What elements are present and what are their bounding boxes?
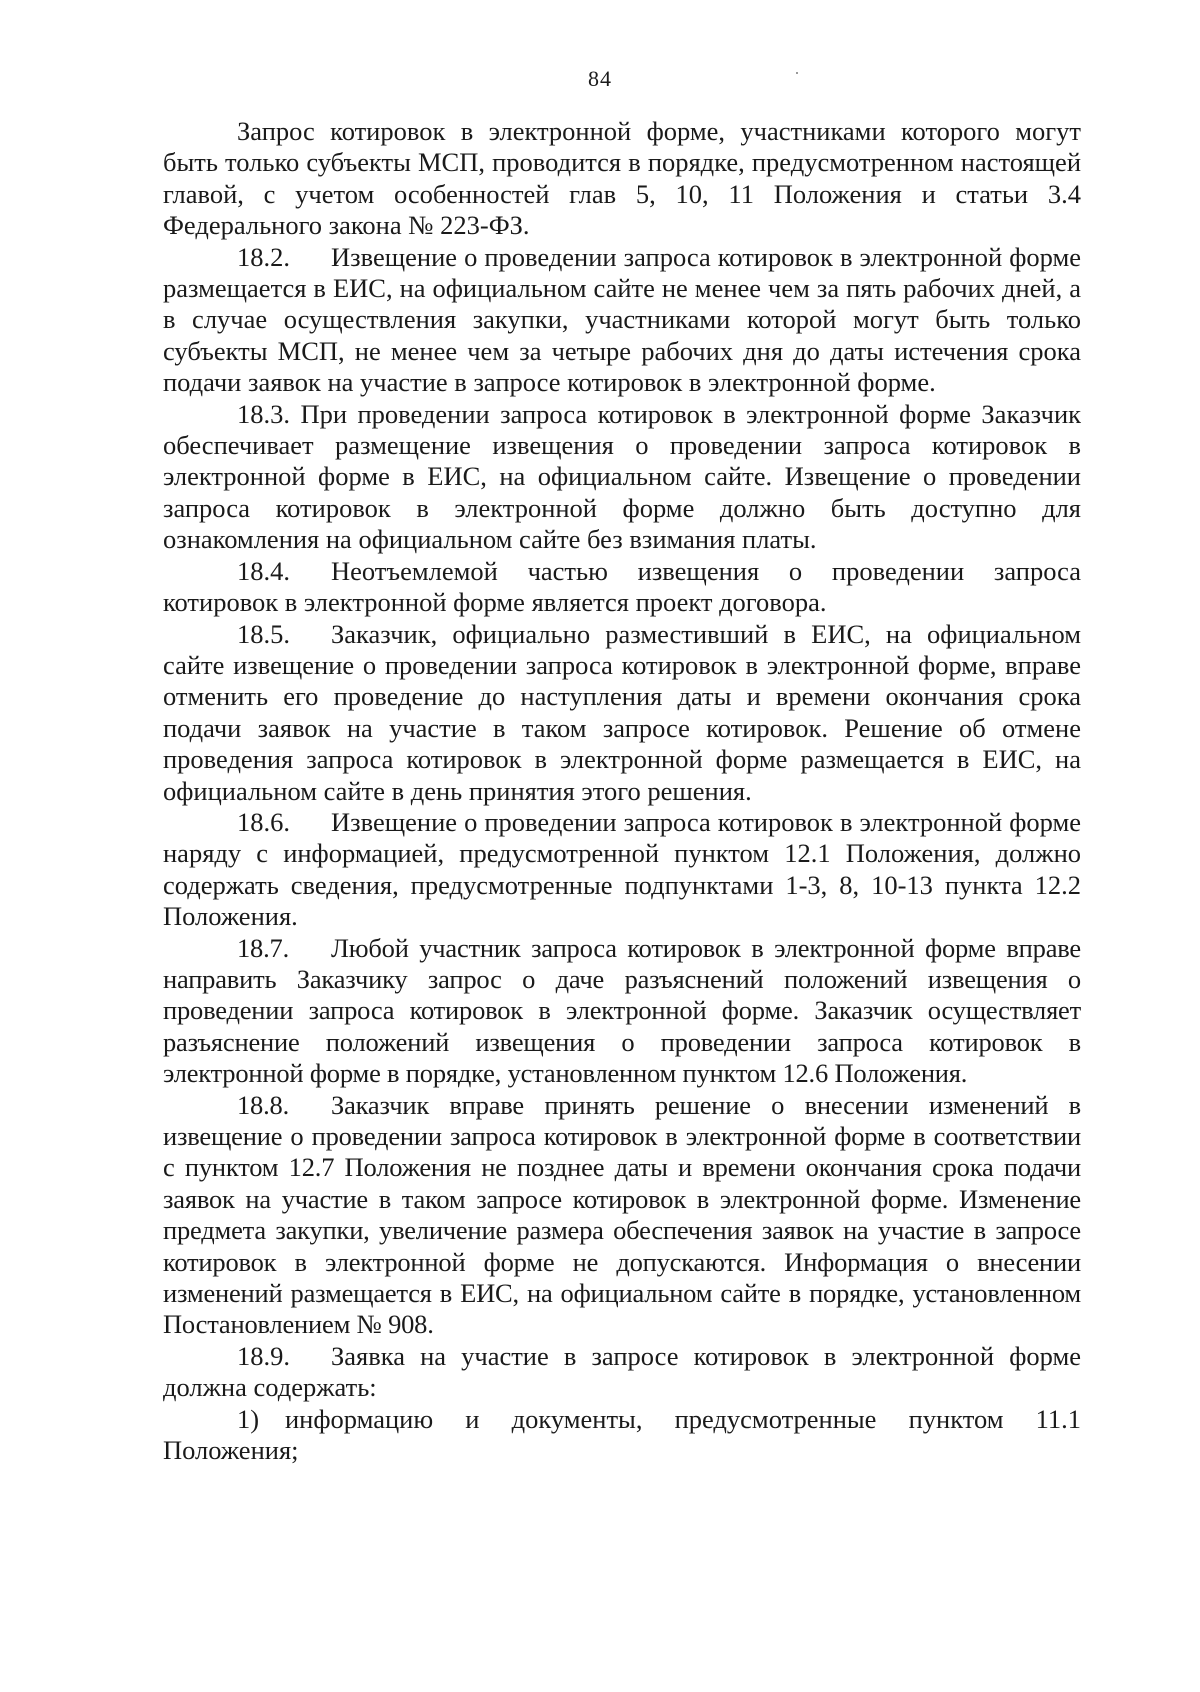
paragraph-number: 18.8. bbox=[237, 1089, 290, 1120]
paragraph-18-4 bbox=[163, 556, 1081, 619]
paragraph-number: 18.4. bbox=[237, 555, 290, 586]
paragraph-text: Извещение о проведении запроса котировок в электронной форме наряду с информацией, предусмотренной пунктом 12.1 Положения, должно содержать сведения, предусмотренные подпунктами 1-3, 8, 10-13 пункта 12.2 Положения. bbox=[163, 806, 1081, 932]
paragraph-intro bbox=[163, 116, 1081, 242]
paragraph-text: Запрос котировок в электронной форме, участниками которого могут быть только субъекты МСП, проводится в порядке, предусмотренном настоящей главой, с учетом особенностей глав 5, 10, 11 Положения и статьи 3.4 Федерального закона № 223-ФЗ. bbox=[163, 116, 1081, 241]
paragraph-number: 18.2. bbox=[237, 241, 290, 272]
list-item-1 bbox=[163, 1404, 1081, 1467]
paragraph-number: 18.9. bbox=[237, 1340, 290, 1371]
paragraph-18-8 bbox=[163, 1090, 1081, 1341]
paragraph-18-9 bbox=[163, 1341, 1081, 1404]
paragraph-number: 18.5. bbox=[237, 618, 290, 649]
scan-mark bbox=[796, 72, 798, 74]
paragraph-text: Любой участник запроса котировок в электронной форме вправе направить Заказчику запрос о даче разъяснений положений извещения о проведении запроса котировок в электронной форме. Заказчик осуществляет разъяснение положений извещения о проведении запроса котировок в электронной форме в порядке, установленном пунктом 12.6 Положения. bbox=[163, 932, 1081, 1089]
paragraph-text: Заказчик, официально разместивший в ЕИС, на официальном сайте извещение о проведении запроса котировок в электронной форме, вправе отменить его проведение до наступления даты и времени окончания срока подачи заявок на участие в таком запросе котировок. Решение об отмене проведения запроса котировок в электронной форме размещается в ЕИС, на официальном сайте в день принятия этого решения. bbox=[163, 618, 1081, 806]
page-number: 84 bbox=[588, 66, 612, 91]
list-item-number: 1) bbox=[237, 1403, 260, 1434]
list-item-text: информацию и документы, предусмотренные пунктом 11.1 Положения; bbox=[163, 1403, 1081, 1466]
paragraph-number: 18.6. bbox=[237, 806, 290, 837]
paragraph-number: 18.3. bbox=[237, 398, 290, 429]
paragraph-text: При проведении запроса котировок в электронной форме Заказчик обеспечивает размещение извещения о проведении запроса котировок в электронной форме в ЕИС, на официальном сайте. Извещение о проведении запроса котировок в электронной форме должно быть доступно для ознакомления на официальном сайте без взимания платы. bbox=[163, 398, 1082, 555]
paragraph-18-3 bbox=[163, 399, 1081, 556]
paragraph-text: Заявка на участие в запросе котировок в электронной форме должна содержать: bbox=[163, 1340, 1081, 1403]
document-body bbox=[163, 116, 1081, 1466]
paragraph-text: Заказчик вправе принять решение о внесении изменений в извещение о проведении запроса котировок в электронной форме в соответствии с пунктом 12.7 Положения не позднее даты и времени окончания срока подачи заявок на участие в таком запросе котировок в электронной форме. Изменение предмета закупки, увеличение размера обеспечения заявок на участие в запросе котировок в электронной форме не допускаются. Информация о внесении изменений размещается в ЕИС, на официальном сайте в порядке, установленном Постановлением № 908. bbox=[163, 1089, 1081, 1340]
paragraph-text: Неотъемлемой частью извещения о проведении запроса котировок в электронной форме является проект договора. bbox=[163, 555, 1081, 618]
paragraph-18-6 bbox=[163, 807, 1081, 933]
paragraph-text: Извещение о проведении запроса котировок в электронной форме размещается в ЕИС, на официальном сайте не менее чем за пять рабочих дней, а в случае осуществления закупки, участниками которой могут быть только субъекты МСП, не менее чем за четыре рабочих дня до даты истечения срока подачи заявок на участие в запросе котировок в электронной форме. bbox=[163, 241, 1081, 398]
paragraph-18-7 bbox=[163, 933, 1081, 1090]
paragraph-18-2 bbox=[163, 242, 1081, 399]
paragraph-18-5 bbox=[163, 619, 1081, 807]
paragraph-number: 18.7. bbox=[237, 932, 290, 963]
